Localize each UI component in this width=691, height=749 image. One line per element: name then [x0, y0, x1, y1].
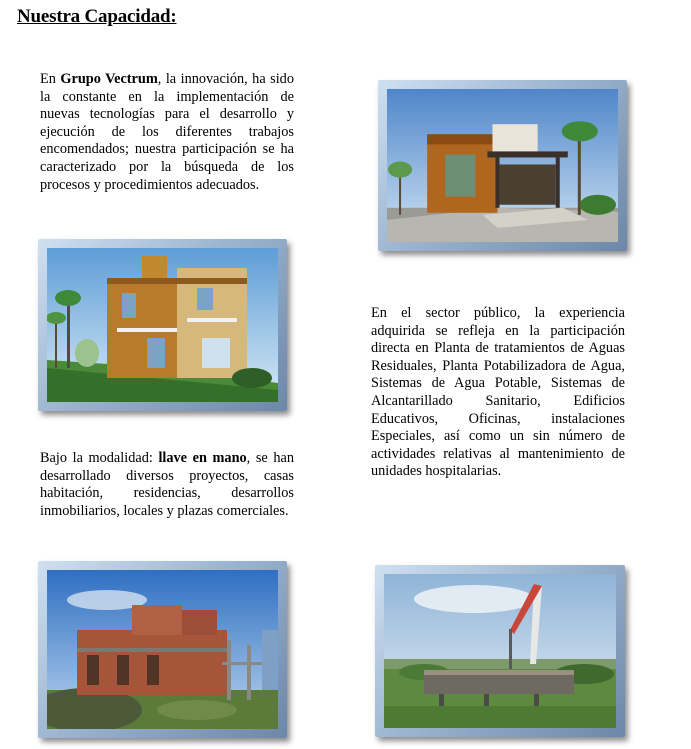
- paragraph-public-sector: En el sector público, la experiencia adquirida se refleja en la participación directa en Planta de tratamientos de Aguas Residuales, Planta Potabilizadora de Agua, Sistemas de Agua Potable, Sistemas de Alcantarillado Sanitario, Edificios Educativos, Oficinas, instalaciones Especiales, así como un sin número de actividades relativas al mantenimiento de unidades hospitalarias.: [371, 305, 625, 480]
- concrete-pumping-construction-image: [384, 574, 616, 728]
- p1-rest: , la innovación, ha sido la constante en la implementación de nuevas tecnologías para el desarrollo y ejecución de los diferentes trabajos encomendados; nuestra participación se ha caracterizado por la búsqueda de los procesos y procedimientos adecuados.: [40, 71, 294, 193]
- p3-rest: , se han desarrollado diversos proyectos, casas habitación, residencias, desarrollos inmobiliarios, locales y plazas comerciales.: [40, 450, 294, 519]
- p3-turnkey-term: llave en mano: [158, 450, 247, 466]
- paragraph-innovation: [40, 71, 294, 194]
- photo-multistory-residence: [38, 239, 287, 411]
- photo-concrete-pumping: [375, 565, 625, 737]
- multistory-residence-render-image: [47, 248, 278, 402]
- photo-modern-house: [378, 80, 627, 251]
- building-under-construction-image: [47, 570, 278, 729]
- p3-lead: Bajo la modalidad:: [40, 450, 159, 466]
- p1-company-name: Grupo Vectrum: [60, 71, 158, 87]
- page-title: Nuestra Capacidad:: [17, 6, 177, 27]
- paragraph-turnkey: [40, 450, 294, 520]
- p1-lead: En: [40, 71, 61, 87]
- photo-building-under-construction: [38, 561, 287, 738]
- modern-house-render-image: [387, 89, 618, 242]
